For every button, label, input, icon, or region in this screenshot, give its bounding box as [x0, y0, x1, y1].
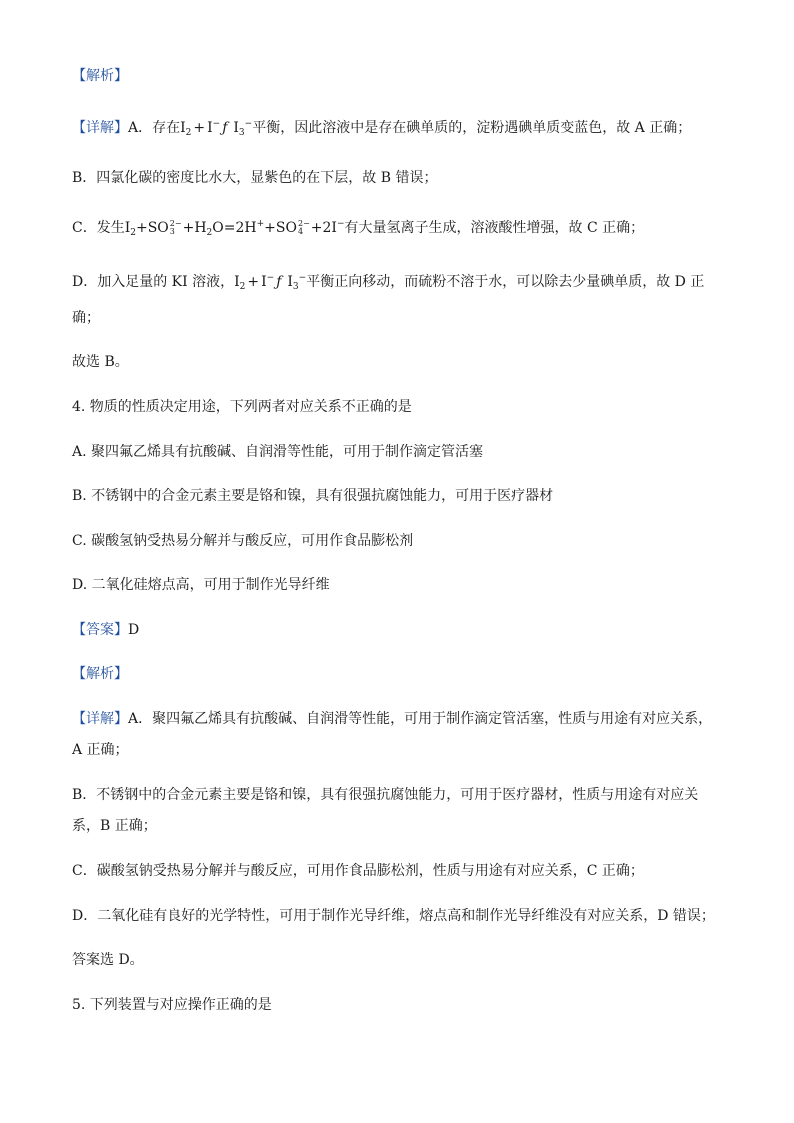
detail-tag-2: 【详解】 — [72, 711, 128, 727]
analysis-tag: 【解析】 — [72, 68, 128, 84]
detail-d-continuation: 确； — [72, 310, 100, 326]
q4-detail-a-cont: A 正确； — [72, 742, 129, 758]
question-5-stem: 5. 下列装置与对应操作正确的是 — [72, 997, 272, 1013]
reaction-formula-c: $I_2+SO$ 2− 3 $+H_2O=2H^++SO$ 2− 4 +2I− — [124, 219, 345, 238]
detail-d-text: 平衡正向移动，而硫粉不溶于水，可以除去少量碘单质，故 D 正 — [306, 274, 705, 290]
detail-d-prefix: D．加入足量的 KI 溶液， — [72, 274, 235, 290]
analysis-heading — [72, 66, 734, 86]
question-4-option-c: C. 碳酸氢钠受热易分解并与酸反应，可用作食品膨松剂 — [72, 533, 414, 549]
q4-detail-b-line: B．不锈钢中的合金元素主要是铬和镍，具有很强抗腐蚀能力，可用于医疗器材，性质与用途有对应关 — [72, 787, 699, 803]
q4-detail-c-line: C．碳酸氢钠受热易分解并与酸反应，可用作食品膨松剂，性质与用途有对应关系，C 正确； — [72, 863, 644, 879]
detail-c-prefix: C．发生 — [72, 220, 125, 236]
question-4-option-b: B. 不锈钢中的合金元素主要是铬和镍，具有很强抗腐蚀能力，可用于医疗器材 — [72, 488, 554, 504]
detail-a-line — [72, 118, 734, 138]
analysis-heading-2 — [72, 664, 734, 684]
detail-a-text: 平衡，因此溶液中是存在碘单质的，淀粉遇碘单质变蓝色，故 A 正确； — [252, 120, 692, 136]
question-4-stem: 4. 物质的性质决定用途，下列两者对应关系不正确的是 — [72, 399, 412, 415]
detail-d-line — [72, 272, 734, 292]
q4-detail-a-text: A．聚四氟乙烯具有抗酸碱、自润滑等性能，可用于制作滴定管活塞，性质与用途有对应关系， — [128, 711, 713, 727]
detail-a-prefix: A．存在 — [128, 120, 181, 136]
q4-detail-a-line — [72, 709, 734, 729]
question-4-option-a: A. 聚四氟乙烯具有抗酸碱、自润滑等性能，可用于制作滴定管活塞 — [72, 444, 484, 460]
choice-line: 故选 B。 — [72, 354, 129, 370]
answer-line — [72, 620, 734, 640]
detail-b-line: B．四氯化碳的密度比水大，显紫色的在下层，故 B 错误； — [72, 170, 438, 186]
question-4-option-d: D. 二氧化硅熔点高，可用于制作光导纤维 — [72, 577, 330, 593]
detail-c-text: 有大量氢离子生成，溶液酸性增强，故 C 正确； — [344, 220, 645, 236]
q4-detail-b-cont: 系，B 正确； — [72, 818, 157, 834]
q4-detail-d-line: D．二氧化硅有良好的光学特性，可用于制作光导纤维，熔点高和制作光导纤维没有对应关系，D 错误； — [72, 908, 715, 924]
detail-c-line — [72, 218, 734, 238]
analysis-tag-2: 【解析】 — [72, 666, 128, 682]
q4-answer-choice: 答案选 D。 — [72, 952, 144, 968]
answer-tag: 【答案】 — [72, 622, 128, 638]
equilibrium-formula-d: $I_2 + I^-$ ƒ $I_3^-$ — [234, 273, 307, 292]
detail-tag: 【详解】 — [72, 120, 128, 136]
answer-value: D — [128, 622, 140, 638]
equilibrium-formula-a: $I_2 + I^-$ ƒ $I_3^-$ — [180, 119, 253, 138]
